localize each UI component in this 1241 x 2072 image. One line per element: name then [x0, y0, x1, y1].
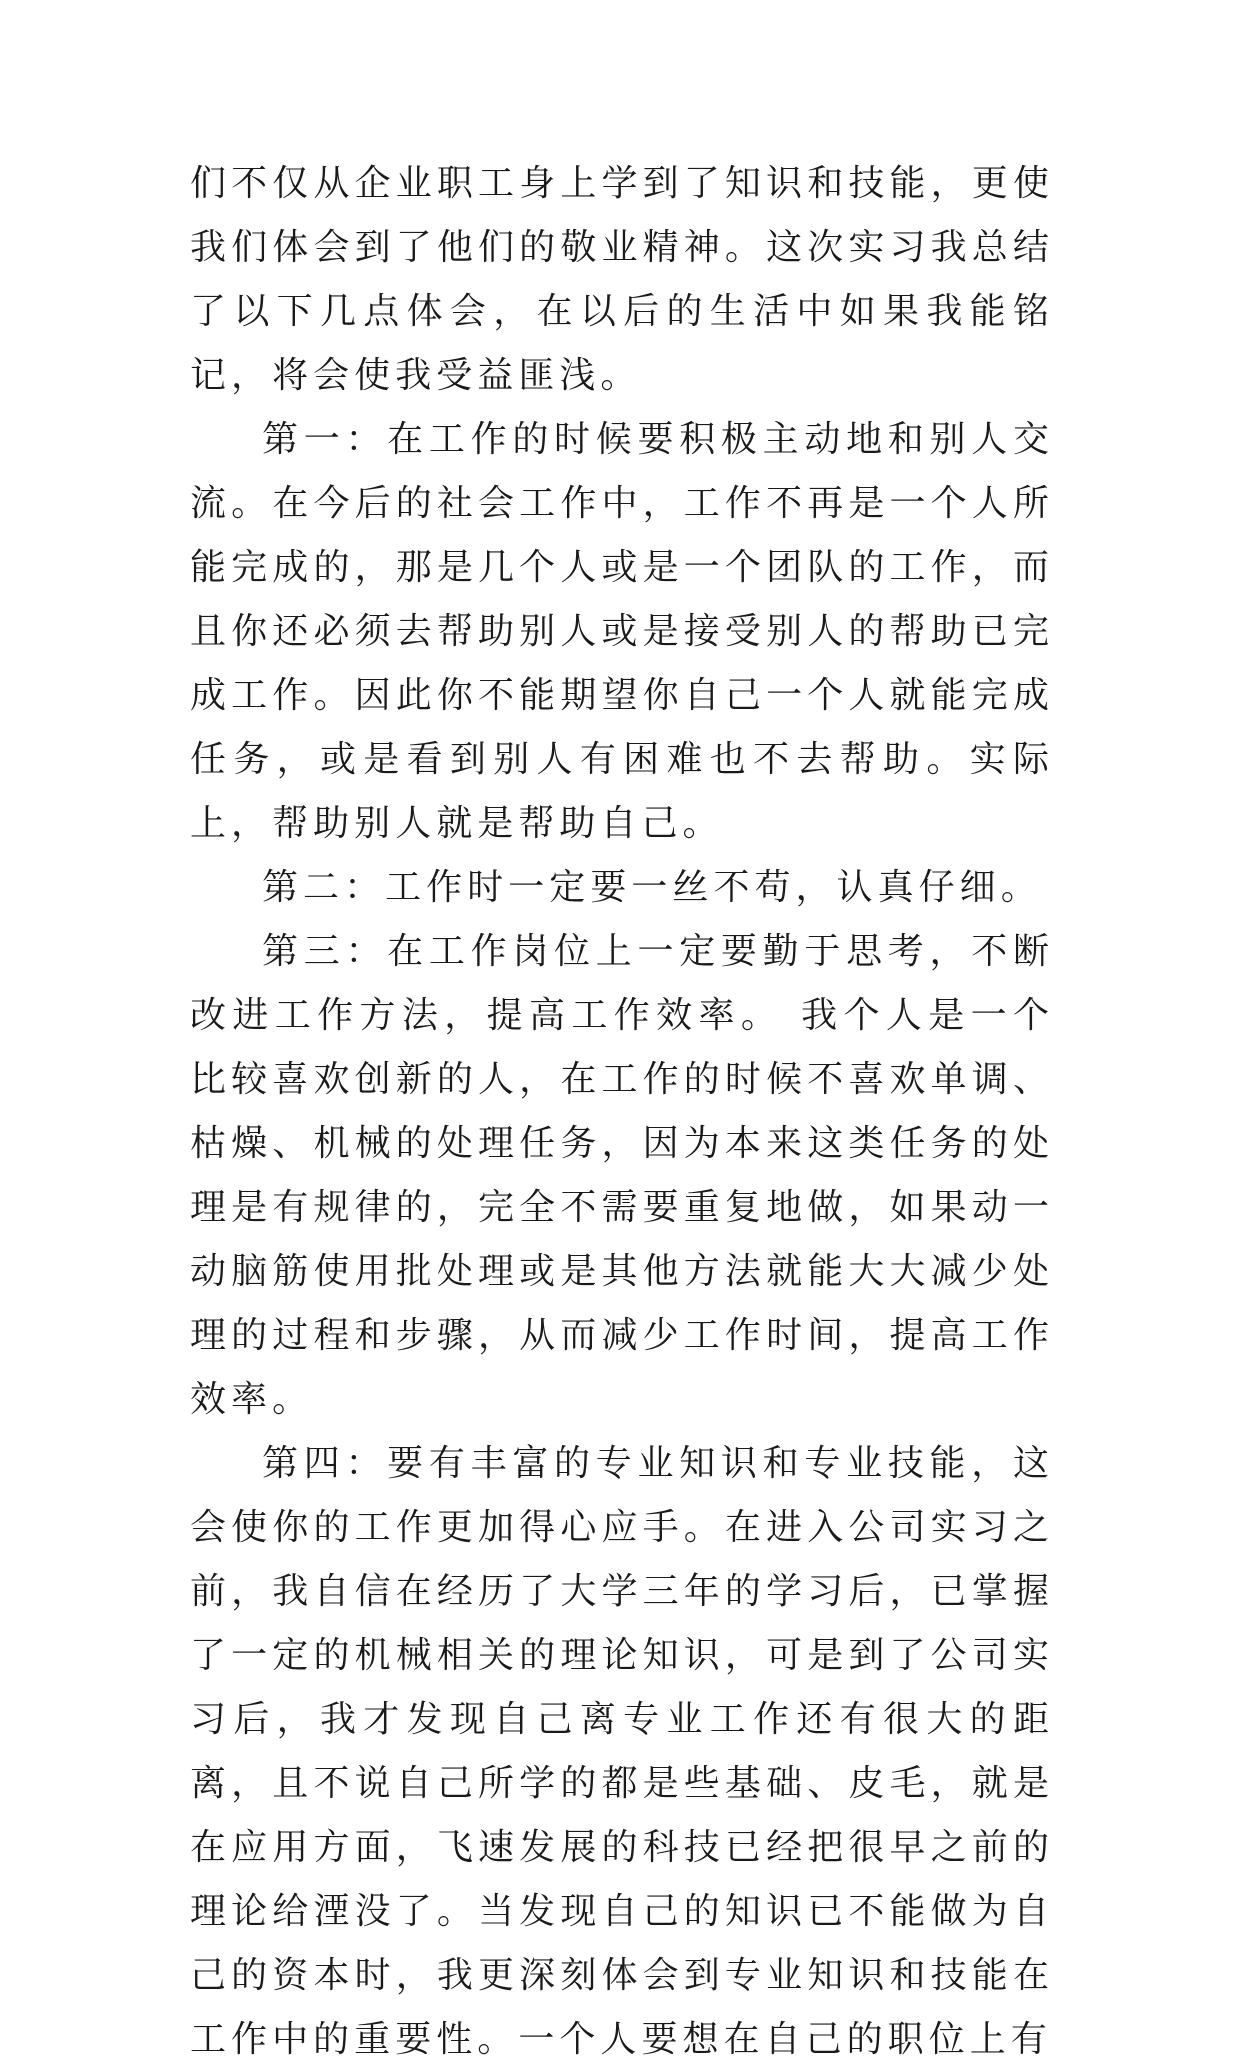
paragraph-point-two: 第二：工作时一定要一丝不苟，认真仔细。: [262, 867, 1042, 908]
paragraph-point-three: 第三：在工作岗位上一定要勤于思考，不断改进工作方法，提高工作效率。 我个人是一个比较喜欢创新的人，在工作的时候不喜欢单调、枯燥、机械的处理任务，因为本来这类任务的处理是有规律的，完全不需要重复地做，如果动一动脑筋使用批处理或是其他方法就能大大减少处理的过程和步骤，从而减少工作时间，提高工作效率。: [190, 931, 1054, 1420]
paragraph-continuation: 们不仅从企业职工身上学到了知识和技能，更使我们体会到了他们的敬业精神。这次实习我总结了以下几点体会，在以后的生活中如果我能铭记，将会使我受益匪浅。: [190, 163, 1054, 396]
paragraph-point-four: 第四：要有丰富的专业知识和专业技能，这会使你的工作更加得心应手。在进入公司实习之前，我自信在经历了大学三年的学习后，已掌握了一定的机械相关的理论知识，可是到了公司实习后，我才发现自己离专业工作还有很大的距离，且不说自己所学的都是些基础、皮毛，就是在应用方面，飞速发展的科技已经把很早之前的理论给湮没了。当发现自己的知识已不能做为自己的资本时，我更深刻体会到专业知识和技能在工作中的重要性。一个人要想在自己的职位上有: [190, 1443, 1054, 2060]
paragraph-point-one: 第一：在工作的时候要积极主动地和别人交流。在今后的社会工作中，工作不再是一个人所能完成的，那是几个人或是一个团队的工作，而且你还必须去帮助别人或是接受别人的帮助已完成工作。因此你不能期望你自己一个人就能完成任务，或是看到别人有困难也不去帮助。实际上，帮助别人就是帮助自己。: [190, 419, 1054, 844]
document-body: [190, 152, 1054, 2072]
